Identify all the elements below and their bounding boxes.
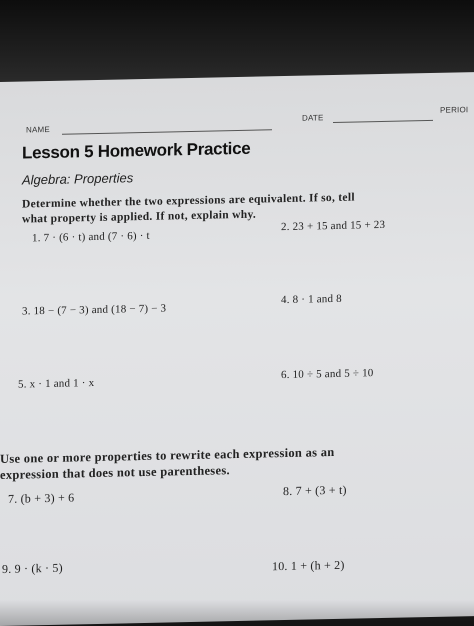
date-blank-line [333, 120, 433, 123]
problem-8 [283, 483, 347, 499]
problem-expression: 1 + (h + 2) [290, 557, 345, 573]
name-blank-line [62, 129, 272, 134]
problem-expression: 18 − (7 − 3) and (18 − 7) − 3 [33, 302, 167, 318]
problem-3 [22, 303, 166, 318]
problem-4 [281, 293, 342, 306]
problem-expression: 7 + (3 + t) [295, 482, 347, 498]
problem-5 [18, 377, 94, 391]
section1-instructions-line2: what property is applied. If not, explain why. [22, 208, 257, 226]
problem-10 [272, 558, 345, 575]
lesson-subtitle: Algebra: Properties [22, 170, 134, 188]
problem-number: 2. [281, 220, 290, 234]
problem-expression: (b + 3) + 6 [20, 490, 75, 506]
problem-number: 9. [2, 561, 12, 576]
problem-number: 10. [272, 558, 288, 574]
problem-expression: x · 1 and 1 · x [29, 377, 95, 391]
photo-shadow-bottom [0, 600, 474, 626]
problem-number: 8. [283, 483, 293, 499]
problem-number: 4. [281, 293, 290, 307]
period-label: PERIOI [440, 105, 469, 115]
problem-expression: 9 · (k · 5) [14, 560, 63, 576]
problem-9 [2, 561, 63, 577]
problem-7 [8, 490, 74, 506]
section2-instructions-line2: expression that does not use parentheses. [0, 463, 230, 482]
problem-expression: 23 + 15 and 15 + 23 [292, 218, 386, 233]
problem-expression: 7 · (6 · t) and (7 · 6) · t [43, 229, 150, 245]
problem-6 [281, 367, 373, 381]
problem-number: 1. [32, 232, 41, 245]
problem-2 [281, 219, 385, 233]
date-label: DATE [302, 113, 324, 123]
problem-number: 3. [22, 305, 31, 318]
name-label: NAME [26, 124, 50, 135]
section2-instructions-line1: Use one or more properties to rewrite each expression as an [0, 444, 335, 466]
problem-1 [32, 230, 150, 244]
section1-instructions-line1: Determine whether the two expressions are equivalent. If so, tell [22, 191, 355, 211]
problem-expression: 8 · 1 and 8 [292, 292, 342, 306]
problem-number: 6. [281, 368, 290, 382]
lesson-title: Lesson 5 Homework Practice [22, 138, 251, 163]
problem-number: 7. [8, 491, 18, 506]
problem-number: 5. [18, 378, 27, 391]
problem-expression: 10 ÷ 5 and 5 ÷ 10 [292, 367, 374, 381]
worksheet-page [0, 72, 474, 626]
